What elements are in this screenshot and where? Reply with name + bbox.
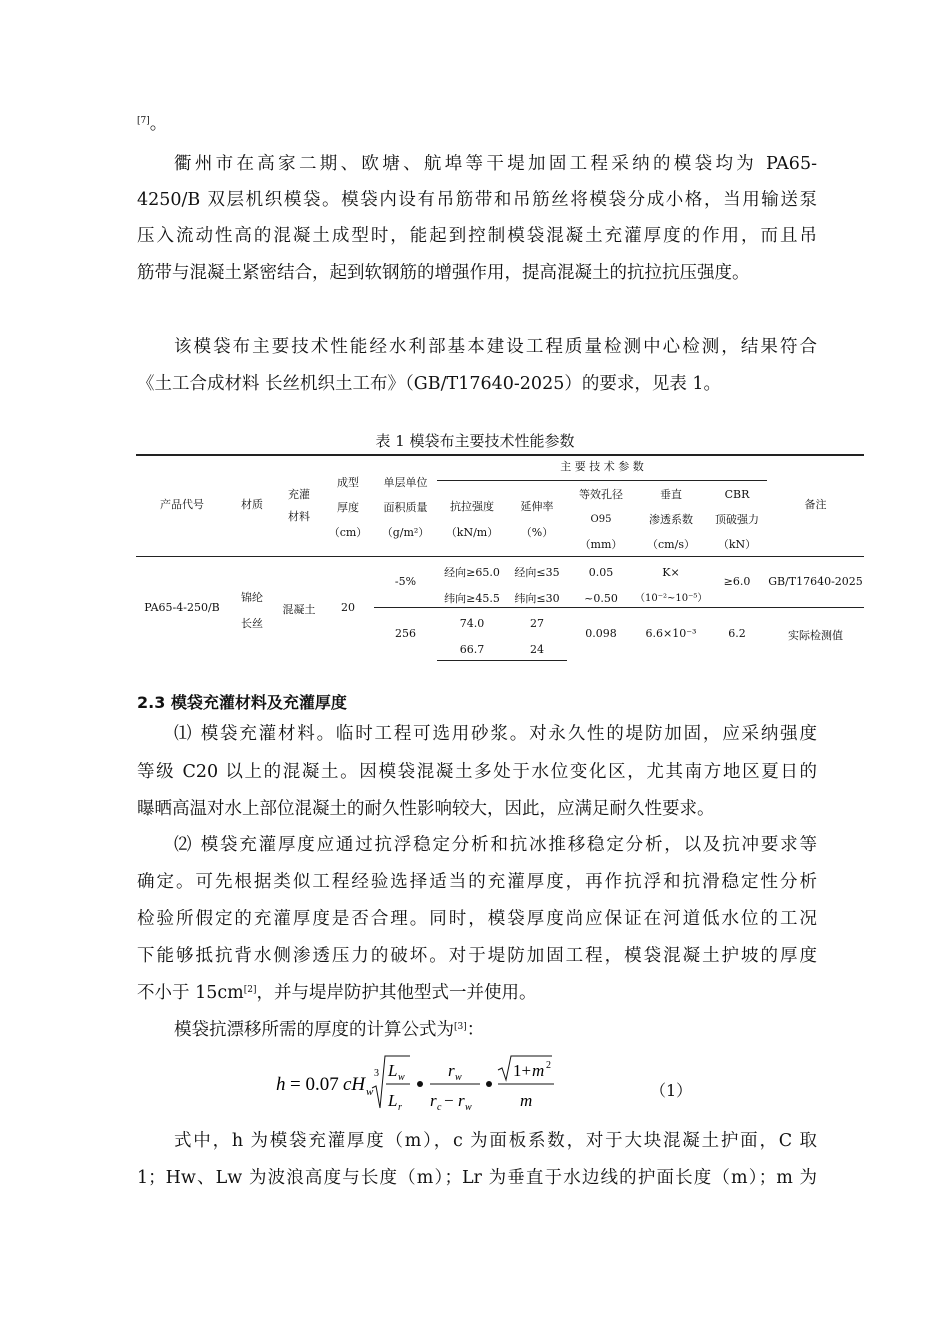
table-top-rule <box>136 454 864 456</box>
cell-thickness: 20 <box>341 601 355 614</box>
cell-fill-material: 混凝土 <box>282 603 316 616</box>
table-group-header: 主 要 技 术 参 数 <box>560 460 644 473</box>
header-material: 材质 <box>241 498 263 511</box>
cell-meas-tensile-weft: 66.7 <box>459 643 485 656</box>
citation: [3] <box>454 1022 467 1032</box>
svg-text:2: 2 <box>546 1060 551 1071</box>
header-pore-line-2: O95 <box>590 514 612 525</box>
citation: [7] <box>137 116 150 126</box>
header-pore-line-3: （mm） <box>579 538 623 551</box>
punctuation: 。 <box>149 114 168 134</box>
cell-std-perm-line-2: （10⁻²~10⁻⁵） <box>635 593 708 604</box>
paragraph-5-line-2: 1；Hw、Lw 为波浪高度与长度（m）；Lr 为垂直于水边线的护面长度（m）；m 为 <box>137 1168 817 1188</box>
cell-meas-remark: 实际检测值 <box>788 629 843 642</box>
paragraph-2-line-1: 该模袋布主要技术性能经水利部基本建设工程质量检测中心检测，结果符合 <box>174 337 817 357</box>
svg-text:m: m <box>532 1061 545 1080</box>
header-fill-line-1: 充灌 <box>288 488 310 501</box>
header-thickness-line-1: 成型 <box>337 476 359 489</box>
header-mass-line-2: 面积质量 <box>383 501 428 514</box>
header-remark: 备注 <box>804 498 827 511</box>
header-elongation-line-2: （%） <box>520 526 554 539</box>
svg-text:cH: cH <box>343 1074 366 1095</box>
section-heading: 2.3 模袋充灌材料及充灌厚度 <box>137 693 347 712</box>
cell-meas-cbr: 6.2 <box>728 627 746 640</box>
formula-intro-text: 模袋抗漂移所需的厚度的计算公式为 <box>174 1020 454 1040</box>
cell-meas-elong-weft: 24 <box>530 643 544 656</box>
header-tensile <box>437 494 507 546</box>
cell-product-code: PA65-4-250/B <box>144 601 220 614</box>
cell-std-elongation <box>507 560 567 612</box>
header-perm-line-1: 垂直 <box>660 488 682 501</box>
header-cbr-line-3: （kN） <box>717 538 757 551</box>
header-pore-line-1: 等效孔径 <box>579 488 623 501</box>
paragraph-4-text-b: ，并与堤岸防护其他型式一并使用。 <box>256 983 537 1003</box>
svg-text:1+: 1+ <box>513 1061 532 1080</box>
formula-number: （1） <box>650 1081 693 1100</box>
cell-std-pore-line-2: ~0.50 <box>584 592 618 605</box>
header-perm-line-2: 渗透系数 <box>649 513 693 526</box>
header-cbr-line-1: CBR <box>724 488 750 501</box>
cell-std-perm-line-1: K× <box>662 566 680 579</box>
paragraph-4-line-4: 下能够抵抗背水侧渗透压力的破坏。对于堤防加固工程，模袋混凝土护坡的厚度 <box>137 946 817 966</box>
svg-text:w: w <box>398 1072 405 1083</box>
cell-std-pore <box>567 560 635 612</box>
header-tensile-line-2: （kN/m） <box>445 526 499 539</box>
cell-std-tensile-weft: 纬向≥45.5 <box>444 592 500 605</box>
cell-material-line-2: 长丝 <box>241 617 263 630</box>
paragraph-4-line-2: 确定。可先根据类似工程经验选择适当的充灌厚度，再作抗浮和抗滑稳定性分析 <box>137 872 817 892</box>
header-thickness-line-2: 厚度 <box>337 501 359 514</box>
paragraph-2-line-2: 《土工合成材料 长丝机织土工布》（GB/T17640-2025）的要求，见表 1。 <box>137 374 722 394</box>
cell-meas-pore: 0.098 <box>585 627 617 640</box>
svg-text:−: − <box>444 1091 454 1110</box>
header-elongation-line-1: 延伸率 <box>520 500 554 513</box>
cell-meas-mass: 256 <box>395 627 416 640</box>
cell-meas-tensile <box>437 611 507 663</box>
svg-text:m: m <box>520 1091 533 1110</box>
paragraph-3-line-1: ⑴ 模袋充灌材料。临时工程可选用砂浆。对永久性的堤防加固，应采纳强度 <box>174 724 817 744</box>
reference-fragment <box>137 112 167 136</box>
svg-text:L: L <box>388 1091 398 1110</box>
svg-text:h: h <box>276 1074 286 1095</box>
header-mass-line-3: （g/m²） <box>381 526 430 539</box>
svg-text:c: c <box>437 1102 442 1113</box>
cell-std-tensile <box>437 560 507 612</box>
cell-meas-tensile-warp: 74.0 <box>459 617 485 630</box>
svg-text:r: r <box>430 1091 437 1110</box>
header-cbr <box>707 482 767 557</box>
header-elongation <box>507 494 567 546</box>
cell-std-mass: -5% <box>394 575 417 588</box>
cell-std-remark: GB/T17640-2025 <box>768 575 863 588</box>
header-thickness-line-3: （cm） <box>328 526 368 539</box>
cell-meas-permeability: 6.6×10⁻³ <box>645 627 697 640</box>
header-thickness <box>322 470 374 545</box>
header-product-code: 产品代号 <box>160 498 204 511</box>
svg-text:= 0.07: = 0.07 <box>290 1074 339 1095</box>
cell-std-pore-line-1: 0.05 <box>588 566 614 579</box>
svg-text:r: r <box>448 1061 455 1080</box>
cell-material-line-1: 锦纶 <box>241 591 263 604</box>
cell-std-permeability <box>635 560 707 612</box>
header-pore-size <box>567 482 635 557</box>
cell-std-elong-warp: 经向≤35 <box>514 566 560 579</box>
svg-text:w: w <box>455 1072 462 1083</box>
header-fill-material <box>276 484 322 528</box>
cell-material <box>228 585 276 637</box>
table-caption: 表 1 模袋布主要技术性能参数 <box>375 432 575 450</box>
svg-text:L: L <box>388 1061 398 1080</box>
svg-text:r: r <box>398 1102 402 1113</box>
paragraph-4-line-3: 检验所假定的充灌厚度是否合理。同时，模袋厚度尚应保证在河道低水位的工况 <box>137 909 817 929</box>
header-cbr-line-2: 顶破强力 <box>715 513 759 526</box>
cell-std-tensile-warp: 经向≥65.0 <box>444 566 500 579</box>
paragraph-1-line-4: 筋带与混凝土紧密结合，起到软钢筋的增强作用，提高混凝土的抗拉抗压强度。 <box>137 263 750 283</box>
cell-meas-elong-warp: 27 <box>530 617 544 630</box>
svg-text:r: r <box>458 1091 465 1110</box>
header-mass <box>374 470 437 545</box>
paragraph-4-line-1: ⑵ 模袋充灌厚度应通过抗浮稳定分析和抗冰推移稳定分析，以及抗冲要求等 <box>174 835 817 855</box>
paragraph-3-line-2: 等级 C20 以上的混凝土。因模袋混凝土多处于水位变化区，尤其南方地区夏日的 <box>137 762 817 782</box>
header-permeability <box>635 482 707 557</box>
header-tensile-line-1: 抗拉强度 <box>450 500 494 513</box>
header-mass-line-1: 单层单位 <box>383 476 428 489</box>
svg-text:w: w <box>366 1086 374 1098</box>
paragraph-5-line-1: 式中，h 为模袋充灌厚度（m），c 为面板系数，对于大块混凝土护面，C 取 <box>174 1131 817 1151</box>
cell-meas-elongation <box>507 611 567 663</box>
header-fill-line-2: 材料 <box>288 510 310 523</box>
table-group-rule <box>437 480 767 481</box>
paragraph-3-line-3: 曝晒高温对水上部位混凝土的耐久性影响较大，因此，应满足耐久性要求。 <box>137 799 715 819</box>
cell-std-elong-weft: 纬向≤30 <box>514 592 560 605</box>
paragraph-1-line-3: 压入流动性高的混凝土成型时，能起到控制模袋混凝土充灌厚度的作用，而且吊 <box>137 226 817 246</box>
svg-text:3: 3 <box>374 1068 379 1079</box>
paragraph-4-line-5 <box>137 981 536 1005</box>
formula-intro <box>174 1018 484 1042</box>
cell-std-cbr: ≥6.0 <box>723 575 751 588</box>
paragraph-1-line-2: 4250/B 双层机织模袋。模袋内设有吊筋带和吊筋丝将模袋分成小格，当用输送泵 <box>137 190 817 210</box>
formula-intro-tail: ： <box>466 1020 485 1040</box>
paragraph-4-text-a: 不小于 15cm <box>137 983 244 1003</box>
svg-text:w: w <box>465 1102 472 1113</box>
paragraph-1-line-1: 衢州市在高家二期、欧塘、航埠等干堤加固工程采纳的模袋均为 PA65- <box>174 154 817 174</box>
header-perm-line-3: （cm/s） <box>647 538 695 551</box>
citation: [2] <box>243 985 257 995</box>
